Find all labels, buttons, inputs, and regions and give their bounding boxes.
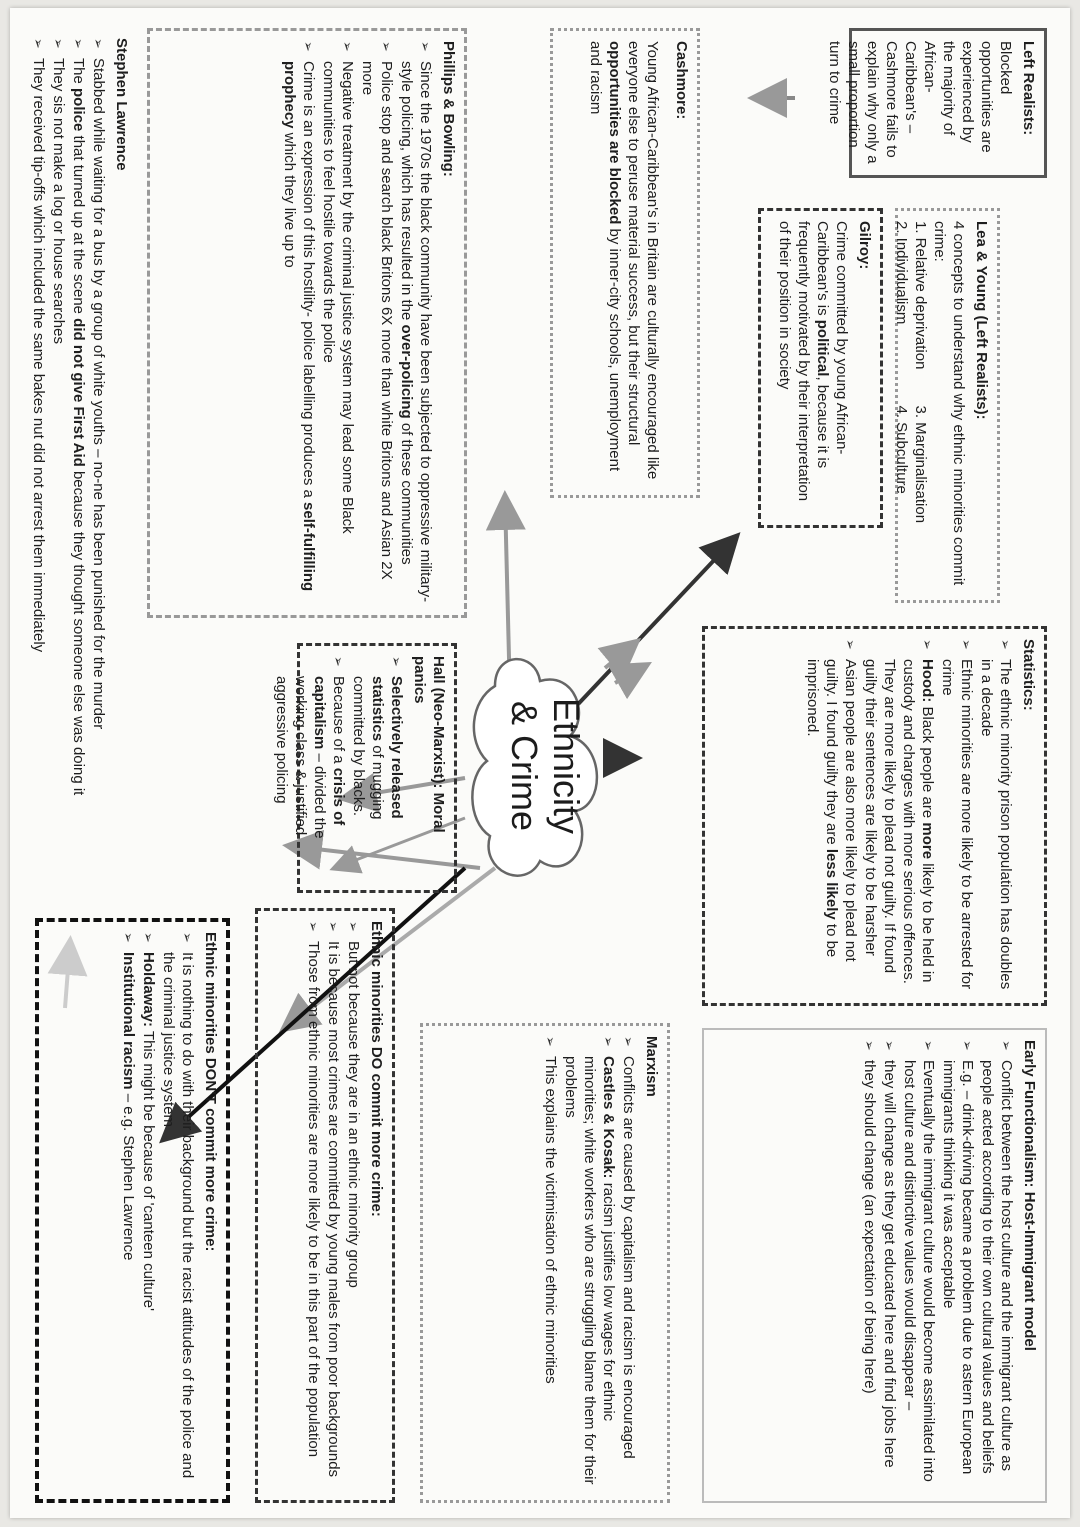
list-item: ➢ Since the 1970s the black community have been subjected to oppressive military-style policing, which has resulted in the over-policing of these communities: [397, 41, 435, 605]
list-item: ➢ Selectively released statistics of mugging committed by blacks.: [349, 656, 406, 880]
concepts-list: [892, 221, 930, 590]
list-item: ➢ Because of a crisis of capitalism – divided the working class & justified aggressive policing: [272, 656, 348, 880]
list-item: ➢ They received tip-offs which included the same bakes nut did not arrest them immediately: [29, 38, 48, 898]
dont-commit-box: [35, 918, 230, 1503]
concept-item: 2. Individualism: [893, 221, 910, 325]
title-line: & Crime: [504, 700, 545, 831]
list-item: ➢ Ethnic minorities are more likely to be arrested for crime: [938, 639, 976, 993]
concept-item: 4. Subculture: [893, 405, 910, 494]
hall-list: [272, 656, 406, 880]
list-item: ➢ It is nothing to do with their background but the racist attitudes of the police and the criminal justice system: [159, 932, 197, 1489]
list-item: ➢ The police that turned up at the scene did not give First Aid because they thought someone else was doing it: [69, 38, 88, 898]
dont-commit-heading: Ethnic minorities DON'T commit more crime:: [202, 932, 219, 1252]
list-item: ➢ Conflict between the host culture and the immigrant culture as people acted according to their own cultural values and beliefs: [978, 1040, 1016, 1491]
marxism-list: [541, 1036, 638, 1490]
central-title: [503, 646, 587, 886]
cashmore-box: [550, 28, 700, 498]
mind-map: [15, 18, 1055, 1518]
cashmore-text: Young African-Caribbean's in Britain are culturally encouraged like everyone else to peruse material success, but their structural opportunities are blocked by inner-city schools, unemployment and racism: [587, 41, 661, 480]
list-item: ➢ they should change (an expectation of being here): [860, 1040, 879, 1491]
list-item: ➢ Holdaway: This might be because of 'canteen culture': [139, 932, 158, 1489]
list-item: ➢ Castles & Kosak: racism justifies low wages for ethnic minorities; white workers who are struggling blame them for their problems: [561, 1036, 618, 1490]
phillips-bowling-box: [147, 28, 467, 618]
lea-young-intro: 4 concepts to understand why ethnic minorities commit crime:: [931, 221, 967, 586]
list-item: ➢ The ethnic minority prison population has doubles in a decade: [977, 639, 1015, 993]
do-commit-heading: Ethnic minorities DO commit more crime:: [368, 921, 385, 1217]
lawrence-heading: Stephen Lawrence: [113, 38, 130, 171]
list-item: ➢ Negative treatment by the criminal justice system may lead some Black communities to feel hostile towards the police: [319, 41, 357, 605]
list-item: ➢ Police stop and search black Britons 6X more than white Britons and Asian 2X more: [358, 41, 396, 605]
dont-commit-list: [119, 932, 197, 1489]
stephen-lawrence-box: [22, 28, 137, 908]
concept-item: 3. Marginalisation: [912, 405, 929, 524]
statistics-heading: Statistics:: [1020, 639, 1037, 711]
worksheet-page: [10, 8, 1070, 1518]
list-item: ➢ They sis not make a log or house searches: [49, 38, 68, 898]
gilroy-box: [758, 208, 883, 528]
left-realists-text: Blocked opportunities are experienced by the majority of African-Caribbean's – Cashmore fails to explain why only a small proportion turn to crime: [826, 41, 1014, 164]
hall-heading: Hall (Neo-Marxist): Moral panics: [411, 656, 447, 833]
list-item: ➢ But not because they are in an ethnic minority group: [344, 921, 363, 1490]
title-line: Ethnicity: [546, 697, 587, 835]
lea-young-box: [895, 208, 1000, 603]
list-item: ➢ Those from ethnic minorities are more likely to be in this part of the population: [304, 921, 323, 1490]
statistics-list: [803, 639, 1015, 993]
functionalism-box: [702, 1028, 1047, 1503]
list-item: ➢ they will change as they get educated here and find jobs here: [880, 1040, 899, 1491]
gilroy-heading: Gilroy:: [856, 221, 873, 270]
functionalism-heading: Early Functionalism: Host-Immigrant model: [1021, 1040, 1038, 1351]
phillips-heading: Phillips & Bowling:: [440, 41, 457, 177]
list-item: ➢ Institutional racism – e.g. Stephen Lawrence: [119, 932, 138, 1489]
concept-item: 1. Relative deprivation: [912, 221, 929, 370]
functionalism-list: [860, 1040, 1016, 1491]
list-item: ➢ This explains the victimisation of ethnic minorities: [541, 1036, 560, 1490]
marxism-heading: Marxism: [643, 1036, 660, 1097]
list-item: ➢ Eventually the immigrant culture would become assimilated into host culture and distinctive values would disappear –: [900, 1040, 938, 1491]
lawrence-list: [29, 38, 108, 898]
gilroy-text: Crime committed by young African-Caribbean's is political, because it is frequently motivated by their interpretation of their position in society: [776, 221, 850, 502]
list-item: ➢ Asian people are also more likely to plead not guilty. I found guilty they are less likely to be imprisoned.: [803, 639, 860, 993]
arrow-hall-side: [615, 666, 645, 683]
do-commit-box: [255, 908, 395, 1503]
left-realists-box: [826, 28, 1047, 178]
list-item: ➢ Crime is an expression of this hostility- police labelling produces a self-fulfilling prophecy which they live up to: [280, 41, 318, 605]
list-item: ➢ It is because most crimes are committed by young males from poor backgrounds: [324, 921, 343, 1490]
hall-box: [273, 643, 457, 893]
list-item: ➢ Conflicts are caused by capitalism and racism is encouraged: [619, 1036, 638, 1490]
left-realists-heading: Left Realists:: [1020, 41, 1037, 136]
central-topic: [465, 646, 615, 886]
list-item: ➢ E.g. – drink-driving became a problem due to astern European immigrants thinking it was acceptable: [939, 1040, 977, 1491]
phillips-list: [280, 41, 435, 605]
list-item: ➢ Stabbed while waiting for a bus by a group of white youths – no-ne has been punished for the murder: [89, 38, 108, 898]
cashmore-heading: Cashmore:: [673, 41, 690, 120]
list-item: ➢ Hood: Black people are more likely to be held in custody and charges with more serious offences. They are more likely to plead not guilty. If found guilty their sentences are likely to be harsher: [861, 639, 937, 993]
do-commit-list: [304, 921, 363, 1490]
statistics-box: [702, 626, 1047, 1006]
lea-young-heading: Lea & Young (Left Realists):: [973, 221, 990, 420]
marxism-box: [420, 1023, 670, 1503]
